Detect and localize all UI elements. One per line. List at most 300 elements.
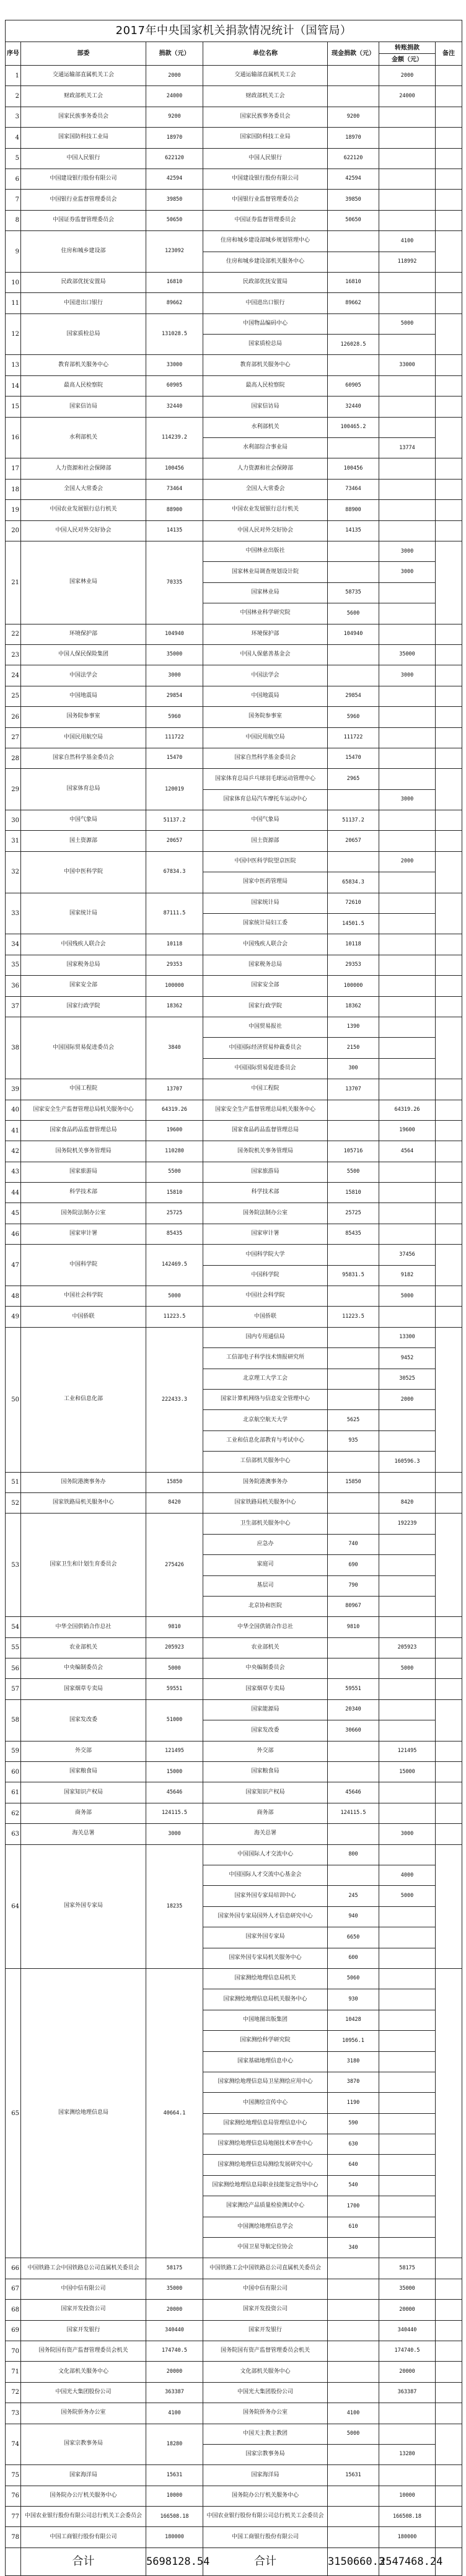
row-note (436, 1782, 462, 1803)
unit-transfer (379, 727, 436, 748)
unit-name: 国家信访局 (203, 396, 328, 417)
total-label-right: 合计 (203, 2548, 328, 2575)
unit-cash: 15850 (328, 1472, 379, 1492)
row-donation: 9200 (146, 107, 203, 127)
row-note (436, 624, 462, 644)
unit-transfer (379, 396, 436, 417)
row-seq: 59 (6, 1741, 21, 1761)
unit-name: 国家统计局 (203, 893, 328, 913)
unit-cash (328, 1492, 379, 1513)
unit-name: 中国国际人才交流中心基金会 (203, 1865, 328, 1885)
unit-name: 水利部综合事业局 (203, 438, 328, 458)
row-note (436, 541, 462, 624)
row-donation: 51137.2 (146, 810, 203, 831)
table-row (6, 893, 462, 913)
table-row (6, 1162, 462, 1182)
row-note (436, 2320, 462, 2341)
unit-transfer (379, 458, 436, 479)
unit-name: 国内专用通信局 (203, 1327, 328, 1347)
row-donation: 18970 (146, 128, 203, 148)
row-seq: 29 (6, 769, 21, 810)
row-dept: 中国民用航空局 (21, 727, 146, 748)
unit-cash: 29353 (328, 955, 379, 975)
row-donation: 131028.5 (146, 313, 203, 355)
table-row (6, 976, 462, 996)
unit-cash: 740 (328, 1534, 379, 1554)
row-donation: 205923 (146, 1637, 203, 1658)
row-note (436, 169, 462, 189)
unit-transfer (379, 190, 436, 210)
header-dept: 部委 (21, 42, 146, 66)
row-seq: 78 (6, 2527, 21, 2548)
row-note (436, 851, 462, 893)
row-note (436, 1679, 462, 1699)
row-donation: 340440 (146, 2320, 203, 2341)
unit-cash: 600 (328, 1948, 379, 1968)
row-dept: 农业部机关 (21, 1637, 146, 1658)
unit-cash: 590 (328, 2113, 379, 2134)
row-donation: 18235 (146, 1844, 203, 1968)
row-donation: 58175 (146, 2258, 203, 2279)
unit-name: 中央编制委员会 (203, 1658, 328, 1679)
unit-cash: 11223.5 (328, 1307, 379, 1327)
row-dept: 国家安全生产监督管理总局机关服务中心 (21, 1100, 146, 1120)
unit-name: 中华全国供销合作总社 (203, 1617, 328, 1637)
row-seq: 39 (6, 1079, 21, 1100)
row-dept: 最高人民检察院 (21, 375, 146, 396)
unit-cash: 100456 (328, 458, 379, 479)
row-note (436, 976, 462, 996)
unit-transfer: 160596.3 (379, 1452, 436, 1472)
unit-name: 国家体育总局汽车摩托车运动中心 (203, 789, 328, 810)
table-row (6, 707, 462, 727)
row-dept: 中国工程院 (21, 1079, 146, 1100)
row-seq: 50 (6, 1327, 21, 1472)
unit-cash (328, 1286, 379, 1307)
table-row (6, 313, 462, 334)
row-seq: 10 (6, 272, 21, 292)
row-donation: 85435 (146, 1224, 203, 1244)
row-dept: 国家旅游局 (21, 1162, 146, 1182)
unit-transfer: 2000 (379, 1390, 436, 1410)
table-row (6, 2258, 462, 2279)
row-seq: 70 (6, 2341, 21, 2361)
row-donation: 24000 (146, 86, 203, 107)
row-seq: 60 (6, 1762, 21, 1782)
unit-name: 中国进出口银行 (203, 293, 328, 313)
unit-cash: 2965 (328, 769, 379, 789)
row-donation: 29854 (146, 686, 203, 706)
unit-name: 国家测绘地理信息局职业技能鉴定指导中心 (203, 2175, 328, 2196)
unit-transfer: 2000 (379, 851, 436, 872)
unit-name: 国家测绘地理信息局机关服务中心 (203, 1989, 328, 2010)
row-seq: 27 (6, 727, 21, 748)
row-dept: 国家卫生和计划生育委员会 (21, 1514, 146, 1617)
row-donation: 64319.26 (146, 1100, 203, 1120)
unit-name: 家庭司 (203, 1555, 328, 1575)
table-row (6, 1224, 462, 1244)
unit-transfer (379, 128, 436, 148)
unit-cash: 3180 (328, 2051, 379, 2072)
unit-cash: 4100 (328, 2403, 379, 2424)
row-seq: 43 (6, 1162, 21, 1182)
unit-cash (328, 1762, 379, 1782)
unit-cash (328, 2444, 379, 2464)
unit-transfer (379, 1596, 436, 1616)
unit-cash (328, 86, 379, 107)
row-note (436, 2507, 462, 2527)
unit-cash: 690 (328, 1555, 379, 1575)
unit-cash: 10956.1 (328, 2031, 379, 2051)
unit-transfer: 5000 (379, 1286, 436, 1307)
unit-transfer (379, 479, 436, 499)
row-seq: 7 (6, 190, 21, 210)
row-seq: 71 (6, 2362, 21, 2382)
unit-transfer: 35000 (379, 644, 436, 665)
row-donation: 33000 (146, 355, 203, 375)
row-note (436, 810, 462, 831)
unit-transfer (379, 1203, 436, 1224)
row-donation: 89662 (146, 293, 203, 313)
table-row (6, 851, 462, 872)
row-donation: 5960 (146, 707, 203, 727)
unit-name: 国务院机关事务管理局 (203, 1141, 328, 1162)
unit-cash (328, 665, 379, 686)
unit-cash: 16810 (328, 272, 379, 292)
row-dept: 海关总署 (21, 1824, 146, 1844)
unit-cash (328, 1824, 379, 1844)
unit-transfer: 4000 (379, 1865, 436, 1885)
unit-transfer: 9182 (379, 1265, 436, 1286)
row-dept: 国家铁路局机关服务中心 (21, 1492, 146, 1513)
row-note (436, 2362, 462, 2382)
unit-name: 全国人大常委会 (203, 479, 328, 499)
row-dept: 中国中信有限公司 (21, 2279, 146, 2299)
unit-transfer (379, 1472, 436, 1492)
unit-transfer: 118992 (379, 252, 436, 272)
row-donation: 11223.5 (146, 1307, 203, 1327)
row-dept: 国家海洋局 (21, 2465, 146, 2486)
row-seq: 74 (6, 2424, 21, 2465)
row-donation: 20000 (146, 2300, 203, 2320)
row-note (436, 1079, 462, 1100)
row-dept: 中华全国供销合作总社 (21, 1617, 146, 1637)
unit-name: 国家测绘产品质量检验测试中心 (203, 2196, 328, 2217)
unit-cash: 10428 (328, 2010, 379, 2030)
unit-cash (328, 1514, 379, 1534)
row-dept: 国家发改委 (21, 1699, 146, 1741)
row-donation: 10000 (146, 2486, 203, 2506)
row-donation: 180000 (146, 2527, 203, 2548)
unit-name: 国家测绘地理信息局卫星测绘应用中心 (203, 2072, 328, 2092)
row-note (436, 396, 462, 417)
row-seq: 65 (6, 1968, 21, 2258)
row-donation: 19600 (146, 1120, 203, 1141)
unit-cash: 2150 (328, 1038, 379, 1058)
row-note (436, 1141, 462, 1162)
unit-transfer: 5000 (379, 313, 436, 334)
unit-cash: 65834.3 (328, 872, 379, 893)
unit-transfer (379, 1555, 436, 1575)
unit-cash: 540 (328, 2175, 379, 2196)
unit-transfer (379, 2403, 436, 2424)
unit-transfer: 4564 (379, 1141, 436, 1162)
row-donation: 16810 (146, 272, 203, 292)
row-donation: 73464 (146, 479, 203, 499)
table-row (6, 934, 462, 955)
row-note (436, 748, 462, 768)
row-donation: 51000 (146, 1699, 203, 1741)
table-row (6, 520, 462, 541)
unit-name: 外交部 (203, 1741, 328, 1761)
unit-transfer (379, 955, 436, 975)
header-unit: 单位名称 (203, 42, 328, 66)
unit-transfer (379, 1782, 436, 1803)
unit-transfer (379, 1410, 436, 1430)
unit-cash: 100465.2 (328, 417, 379, 437)
unit-cash: 89662 (328, 293, 379, 313)
unit-name: 中国民用航空局 (203, 727, 328, 748)
unit-transfer (379, 893, 436, 913)
row-seq: 28 (6, 748, 21, 768)
unit-name: 国务院国有资产监督管理委员会机关 (203, 2341, 328, 2361)
row-note (436, 1017, 462, 1079)
unit-transfer (379, 996, 436, 1017)
unit-cash (328, 2382, 379, 2403)
row-donation: 67834.3 (146, 851, 203, 893)
unit-transfer (379, 2238, 436, 2258)
unit-name: 国家外国专家局 (203, 1927, 328, 1948)
row-donation: 114239.2 (146, 417, 203, 458)
unit-name: 国家林业局调查规划设计院 (203, 562, 328, 582)
table-row (6, 479, 462, 499)
unit-cash: 935 (328, 1430, 379, 1451)
row-seq: 58 (6, 1699, 21, 1741)
unit-name: 中国科学院大学 (203, 1245, 328, 1265)
unit-cash (328, 313, 379, 334)
row-donation: 25725 (146, 1203, 203, 1224)
row-seq: 19 (6, 500, 21, 520)
total-cash: 3150660.3 (328, 2548, 379, 2575)
unit-transfer (379, 210, 436, 230)
unit-name: 国务院港澳事务办 (203, 1472, 328, 1492)
row-note (436, 1245, 462, 1286)
row-donation: 104940 (146, 624, 203, 644)
row-donation: 13707 (146, 1079, 203, 1100)
unit-cash: 18970 (328, 128, 379, 148)
unit-transfer: 20000 (379, 2300, 436, 2320)
unit-name: 中国农业发展银行总行机关 (203, 500, 328, 520)
row-dept: 中国地震局 (21, 686, 146, 706)
row-seq: 48 (6, 1286, 21, 1307)
unit-cash: 13707 (328, 1079, 379, 1100)
row-note (436, 831, 462, 851)
unit-transfer (379, 1162, 436, 1182)
row-seq: 1 (6, 66, 21, 86)
row-dept: 中国人民对外交好协会 (21, 520, 146, 541)
row-dept: 国家知识产权局 (21, 1782, 146, 1803)
unit-name: 国家旅游局 (203, 1162, 328, 1182)
row-dept: 国务院办公厅机关服务中心 (21, 2486, 146, 2506)
row-seq: 14 (6, 375, 21, 396)
row-seq: 5 (6, 148, 21, 169)
unit-cash: 5000 (328, 2424, 379, 2444)
row-seq: 36 (6, 976, 21, 996)
unit-transfer: 33000 (379, 355, 436, 375)
unit-transfer (379, 1679, 436, 1699)
row-donation: 70335 (146, 541, 203, 624)
row-donation: 166508.18 (146, 2507, 203, 2527)
unit-name: 国家体育总局乒乓球羽毛球运动管理中心 (203, 769, 328, 789)
unit-cash: 10118 (328, 934, 379, 955)
row-donation: 275426 (146, 1514, 203, 1617)
row-donation: 40664.1 (146, 1968, 203, 2258)
unit-name: 国家测绘地理信息局测绘发展研究中心 (203, 2155, 328, 2175)
header-transfer-top: 转账捐款 (379, 42, 436, 54)
row-seq: 35 (6, 955, 21, 975)
unit-cash (328, 2507, 379, 2527)
row-dept: 文化部机关服务中心 (21, 2362, 146, 2382)
row-donation: 3840 (146, 1017, 203, 1079)
row-dept: 中国科学院 (21, 1245, 146, 1286)
unit-transfer: 340440 (379, 2320, 436, 2341)
table-row (6, 1699, 462, 1720)
unit-transfer (379, 1430, 436, 1451)
header-donation: 捐款（元） (146, 42, 203, 66)
unit-cash: 58735 (328, 582, 379, 603)
unit-name: 中国铁路工会中国铁路总公司直属机关委员会 (203, 2258, 328, 2279)
unit-name: 中国测绘宣传中心 (203, 2093, 328, 2113)
unit-name: 国家测绘地理信息局管理信息中心 (203, 2113, 328, 2134)
unit-cash (328, 2258, 379, 2279)
row-note (436, 355, 462, 375)
unit-transfer: 13774 (379, 438, 436, 458)
row-seq: 38 (6, 1017, 21, 1079)
table-row (6, 396, 462, 417)
table-row (6, 190, 462, 210)
table-row (6, 2300, 462, 2320)
table-row (6, 665, 462, 686)
row-donation: 10118 (146, 934, 203, 955)
unit-name: 最高人民检察院 (203, 375, 328, 396)
unit-cash (328, 252, 379, 272)
unit-cash: 111722 (328, 727, 379, 748)
unit-transfer: 20000 (379, 2362, 436, 2382)
row-note (436, 190, 462, 210)
unit-cash: 45646 (328, 1782, 379, 1803)
unit-name: 国家林业局 (203, 582, 328, 603)
unit-cash: 126028.5 (328, 335, 379, 355)
row-dept: 民政部优抚安置局 (21, 272, 146, 292)
row-dept: 水利部机关 (21, 417, 146, 458)
row-dept: 中国工商银行股份有限公司 (21, 2527, 146, 2548)
unit-cash: 72610 (328, 893, 379, 913)
row-note (436, 86, 462, 107)
row-donation: 5000 (146, 1286, 203, 1307)
row-donation: 110280 (146, 1141, 203, 1162)
table-row (6, 769, 462, 789)
unit-cash: 50650 (328, 210, 379, 230)
table-row (6, 1637, 462, 1658)
unit-cash: 29854 (328, 686, 379, 706)
unit-cash (328, 66, 379, 86)
table-row (6, 1679, 462, 1699)
unit-cash: 800 (328, 1844, 379, 1865)
unit-transfer: 3000 (379, 1824, 436, 1844)
unit-transfer: 2000 (379, 66, 436, 86)
row-note (436, 2341, 462, 2361)
table-row (6, 644, 462, 665)
total-transfer: 2547468.24 (379, 2548, 436, 2575)
row-dept: 商务部 (21, 1803, 146, 1823)
row-note (436, 1183, 462, 1203)
row-dept: 中国残疾人联合会 (21, 934, 146, 955)
unit-transfer (379, 2155, 436, 2175)
row-dept: 国家测绘地理信息局 (21, 1968, 146, 2258)
unit-name: 工信部电子科学技术情报研究所 (203, 1348, 328, 1369)
unit-transfer (379, 500, 436, 520)
unit-name: 农业部机关 (203, 1637, 328, 1658)
unit-cash (328, 541, 379, 561)
unit-transfer (379, 1948, 436, 1968)
header-transfer-bottom: 金额（元） (379, 54, 436, 66)
row-seq: 33 (6, 893, 21, 934)
unit-transfer (379, 976, 436, 996)
unit-name: 国家烟草专卖局 (203, 1679, 328, 1699)
unit-cash (328, 1327, 379, 1347)
unit-cash (328, 1865, 379, 1885)
unit-cash: 5625 (328, 1410, 379, 1430)
row-dept: 国务院国有资产监督管理委员会机关 (21, 2341, 146, 2361)
row-note (436, 231, 462, 273)
unit-transfer (379, 169, 436, 189)
table-row (6, 2486, 462, 2506)
row-dept: 中央编制委员会 (21, 1658, 146, 1679)
unit-name: 中国贸易报社 (203, 1017, 328, 1037)
unit-transfer (379, 624, 436, 644)
row-donation: 88900 (146, 500, 203, 520)
unit-cash (328, 2362, 379, 2382)
row-donation: 18362 (146, 996, 203, 1017)
row-seq: 47 (6, 1245, 21, 1286)
row-dept: 中国证券监督管理委员会 (21, 210, 146, 230)
unit-name: 国家基础地理信息中心 (203, 2051, 328, 2072)
row-note (436, 520, 462, 541)
unit-name: 文化部机关服务中心 (203, 2362, 328, 2382)
row-note (436, 707, 462, 727)
table-row (6, 375, 462, 396)
total-label-left: 合计 (21, 2548, 146, 2575)
table-row (6, 107, 462, 127)
table-row (6, 128, 462, 148)
unit-transfer (379, 1968, 436, 1989)
row-donation: 15810 (146, 1183, 203, 1203)
unit-transfer (379, 934, 436, 955)
unit-transfer (379, 2465, 436, 2486)
unit-cash: 930 (328, 1989, 379, 2010)
unit-cash: 5600 (328, 603, 379, 624)
unit-transfer (379, 748, 436, 768)
unit-name: 住房和城乡建设部机关服务中心 (203, 252, 328, 272)
table-row (6, 293, 462, 313)
unit-transfer: 10000 (379, 2486, 436, 2506)
row-dept: 全国人大常委会 (21, 479, 146, 499)
row-note (436, 1203, 462, 1224)
unit-transfer (379, 2217, 436, 2237)
unit-transfer (379, 2031, 436, 2051)
row-dept: 住房和城乡建设部 (21, 231, 146, 273)
row-note (436, 1968, 462, 2258)
